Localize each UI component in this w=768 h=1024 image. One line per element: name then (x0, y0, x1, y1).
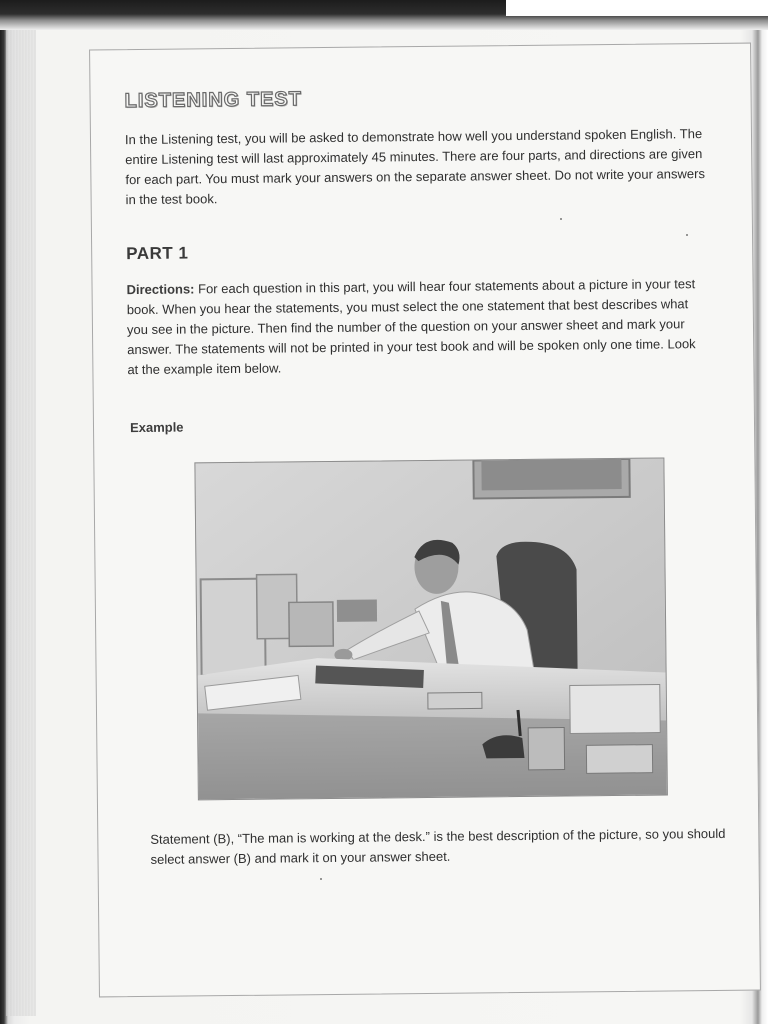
directions-lead: Directions: (126, 281, 195, 298)
directions-paragraph (126, 274, 707, 380)
scan-right-strip (506, 0, 768, 16)
section-heading: LISTENING TEST (124, 88, 303, 113)
test-page (89, 43, 761, 998)
example-photo (194, 457, 668, 800)
intro-paragraph: In the Listening test, you will be asked to demonstrate how well you understand spoken English. The entire Listening test will last approximately 45 minutes. There are four parts, and directions are given for each part. You must mark your answers on the separate answer sheet. Do not write your answers in the test book. (124, 126, 705, 208)
office-photo-illustration (195, 459, 666, 800)
directions-text: For each question in this part, you will hear four statements about a picture in your test book. When you hear the statements, you must select the one statement that best describes what you see in the picture. Then find the number of the question on your answer sheet and mark your answer. The statements will not be printed in your test book and will be spoken only one time. Look at the example item below. (126, 276, 696, 378)
scan-speck (320, 878, 322, 880)
part-title: PART 1 (126, 243, 189, 264)
book-page-edges (6, 26, 36, 1016)
scan-speck (560, 218, 562, 220)
scan-speck (686, 234, 688, 236)
example-label: Example (129, 419, 184, 436)
example-statement: Statement (B), “The man is working at the desk.” is the best description of the picture, so you should select answer (B) and mark it on your answer sheet. (150, 825, 726, 867)
